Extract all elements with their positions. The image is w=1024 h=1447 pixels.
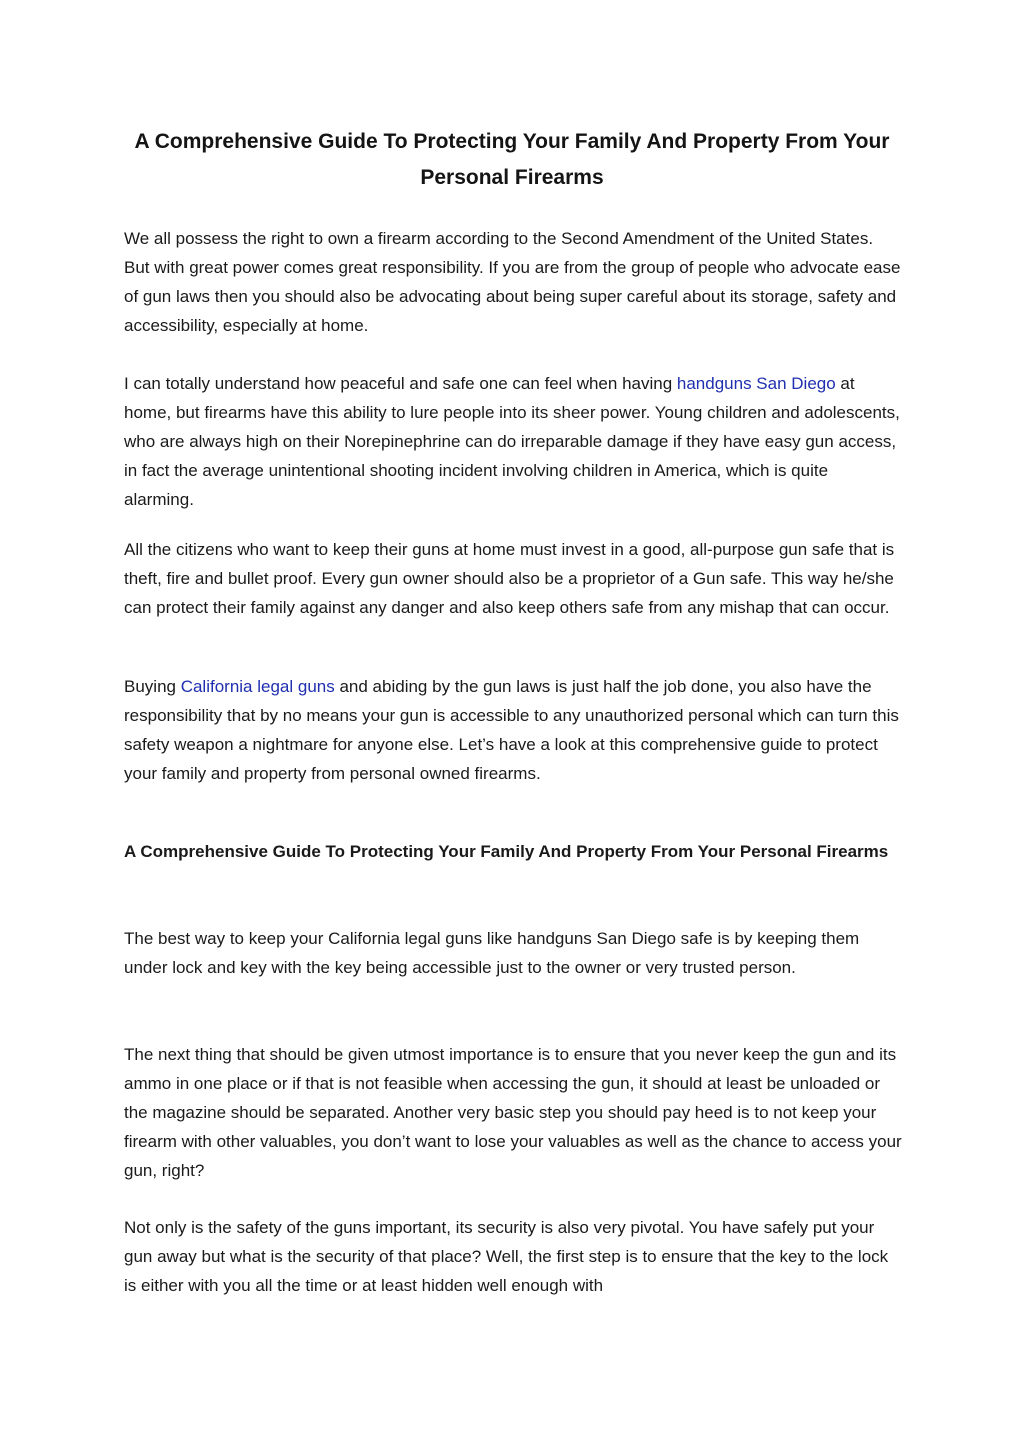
paragraph-ammo: The next thing that should be given utmost importance is to ensure that you never keep the gun and its ammo in one place or if that is not feasible when accessing the gun, it should at least be unloaded or the magazine should be separated. Another very basic step you should pay heed is to not keep your firearm with other valuables, you don’t want to lose your valuables as well as the chance to access your gun, right? (124, 1045, 902, 1180)
paragraph-text: at home, but firearms have this ability to lure people into its sheer power. Young children and adolescents, who are always high on their Norepinephrine can do irreparable damage if they have easy gun access, in fact the average unintentional shooting incident involving children in America, which is quite alarming. (124, 374, 900, 509)
paragraph-text: Buying (124, 677, 181, 696)
paragraph-california (124, 672, 902, 788)
document-title: A Comprehensive Guide To Protecting Your Family And Property From Your Personal Firearms (134, 130, 890, 189)
handguns-san-diego-link[interactable]: handguns San Diego (676, 374, 836, 393)
paragraph-security: Not only is the safety of the guns important, its security is also very pivotal. You have safely put your gun away but what is the security of that place? Well, the first step is to ensure that the key to the lock is either with you all the time or at least hidden well enough with (124, 1218, 889, 1295)
section-subheading: A Comprehensive Guide To Protecting Your Family And Property From Your Personal Firearms (124, 842, 889, 861)
paragraph-text: and abiding by the gun laws is just half the job done, you also have the responsibility that by no means your gun is accessible to any unauthorized personal which can turn this safety weapon a nightmare for anyone else. Let’s have a look at this comprehensive guide to protect your family and property from personal owned firearms. (124, 677, 899, 783)
paragraph-intro: We all possess the right to own a firearm according to the Second Amendment of the United States. But with great power comes great responsibility. If you are from the group of people who advocate ease of gun laws then you should also be advocating about being super careful about its storage, safety and accessibility, especially at home. (124, 229, 901, 335)
paragraph-text: I can totally understand how peaceful and safe one can feel when having (124, 374, 677, 393)
california-legal-guns-link[interactable]: California legal guns (180, 677, 335, 696)
paragraph-handguns (124, 369, 902, 514)
paragraph-lock-and-key: The best way to keep your California legal guns like handguns San Diego safe is by keeping them under lock and key with the key being accessible just to the owner or very trusted person. (124, 929, 860, 977)
paragraph-gun-safe: All the citizens who want to keep their guns at home must invest in a good, all-purpose gun safe that is theft, fire and bullet proof. Every gun owner should also be a proprietor of a Gun safe. This way he/she can protect their family against any danger and also keep others safe from any mishap that can occur. (124, 540, 895, 617)
